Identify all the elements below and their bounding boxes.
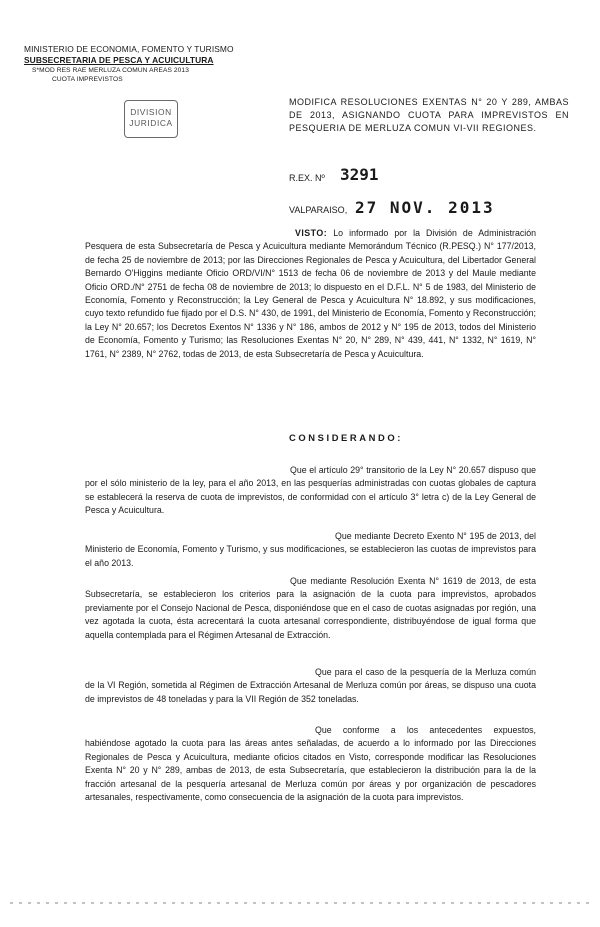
subsecretaria-name: SUBSECRETARIA DE PESCA Y ACUICULTURA <box>24 55 214 65</box>
resolution-date: 27 NOV. 2013 <box>355 198 495 217</box>
considerando-paragraph-3: Que mediante Resolución Exenta N° 1619 de 2013, de esta Subsecretaría, se establecieron los criterios para la asignación de la cuota para imprevistos, aprobados previamente por el Consejo Nacional de Pesca, disponiéndose que en el caso de cuotas asignadas por región, una vez agotada la cuota, ésta acrecentará la cuota artesanal correspondiente, distribuyéndose de igual forma que aquella contemplada para el Régimen Artesanal de Extracción. <box>85 576 536 640</box>
scan-edge-artifact <box>10 902 590 904</box>
considerando-paragraph-2: Que mediante Decreto Exento N° 195 de 2013, del Ministerio de Economía, Fomento y Turismo, y sus modificaciones, se establecieron las cuotas de imprevistos para el año 2013. <box>85 531 536 568</box>
reference-line-1: S*MOD RES RAE MERLUZA COMUN AREAS 2013 <box>32 67 189 74</box>
stamp-line-1: DIVISION <box>130 107 172 117</box>
reference-line-2: CUOTA IMPREVISTOS <box>52 76 123 83</box>
considerando-paragraph-1: Que el artículo 29° transitorio de la Ley N° 20.657 dispuso que por el sólo ministerio de la ley, para el año 2013, en las pesquerías administradas con cuotas globales de captura se establecerá la reserva de cuota de imprevistos, de conformidad con el artículo 3° letra c) de la Ley General de Pesca y Acuicultura. <box>85 465 536 516</box>
considerando-paragraph-4: Que para el caso de la pesquería de la Merluza común de la VI Región, sometida al Régimen de Extracción Artesanal de Merluza común por áreas, se dispuso una cuota de imprevistos de 48 toneladas y para la VII Región de 352 toneladas. <box>85 667 536 704</box>
visto-section <box>85 227 536 361</box>
resolution-number-label: R.EX. Nº <box>289 173 325 183</box>
visto-text: Lo informado por la División de Administración Pesquera de esta Subsecretaría de Pesca y Acuicultura mediante Memorándum Técnico (R.PESQ.) N° 177/2013, de fecha 25 de noviembre de 2013; por las Direcciones Regionales de Pesca y Acuicultura, del Libertador General Bernardo O'Higgins mediante Oficio ORD/VI/N° 1513 de fecha 06 de noviembre de 2013 y del Maule mediante Oficio ORD./N° 2751 de fecha 08 de noviembre de 2013; lo dispuesto en el D.F.L. N° 5 de 1983, del Ministerio de Economía, Fomento y Reconstrucción; la Ley General de Pesca y Acuicultura N° 18.892, y sus modificaciones, cuyo texto refundido fue fijado por el D.S. N° 430, de 1991, del Ministerio de Economía, Fomento y Reconstrucción; la Ley N° 20.657; los Decretos Exentos N° 1336 y N° 186, ambos de 2012 y N° 195 de 2013, todos del Ministerio de Economía, Fomento y Turismo; las Resoluciones Exentas N° 20, N° 289, N° 439, 441, N° 1332, N° 1619, N° 1761, N° 2389, N° 2762, todas de 2013, de esta Subsecretaría de Pesca y Acuicultura. <box>85 228 536 359</box>
visto-label: VISTO: <box>295 228 328 238</box>
ministry-name: MINISTERIO DE ECONOMIA, FOMENTO Y TURISMO <box>24 44 234 54</box>
resolution-subject: MODIFICA RESOLUCIONES EXENTAS N° 20 Y 289, AMBAS DE 2013, ASIGNANDO CUOTA PARA IMPREVISTOS EN PESQUERIA DE MERLUZA COMUN VI-VII REGIONES. <box>289 97 569 133</box>
place: VALPARAISO, <box>289 205 348 215</box>
resolution-number: 3291 <box>340 165 379 184</box>
division-juridica-stamp <box>124 100 178 138</box>
stamp-line-2: JURIDICA <box>129 118 173 128</box>
considerando-heading: CONSIDERANDO: <box>289 432 404 443</box>
considerando-paragraph-5: Que conforme a los antecedentes expuestos, habiéndose agotado la cuota para las áreas antes señaladas, de acuerdo a lo informado por las Direcciones Regionales de Pesca y Acuicultura, mediante oficios citados en Visto, corresponde modificar las Resoluciones Exenta N° 20 y N° 289, ambas de 2013, de esta Subsecretaría, que establecieron la distribución para la de la fracción artesanal de la pesquería artesanal de Merluza común por áreas y por organización de pescadores artesanales, respectivamente, como consecuencia de la asignación de la cuota para imprevistos. <box>85 725 536 803</box>
